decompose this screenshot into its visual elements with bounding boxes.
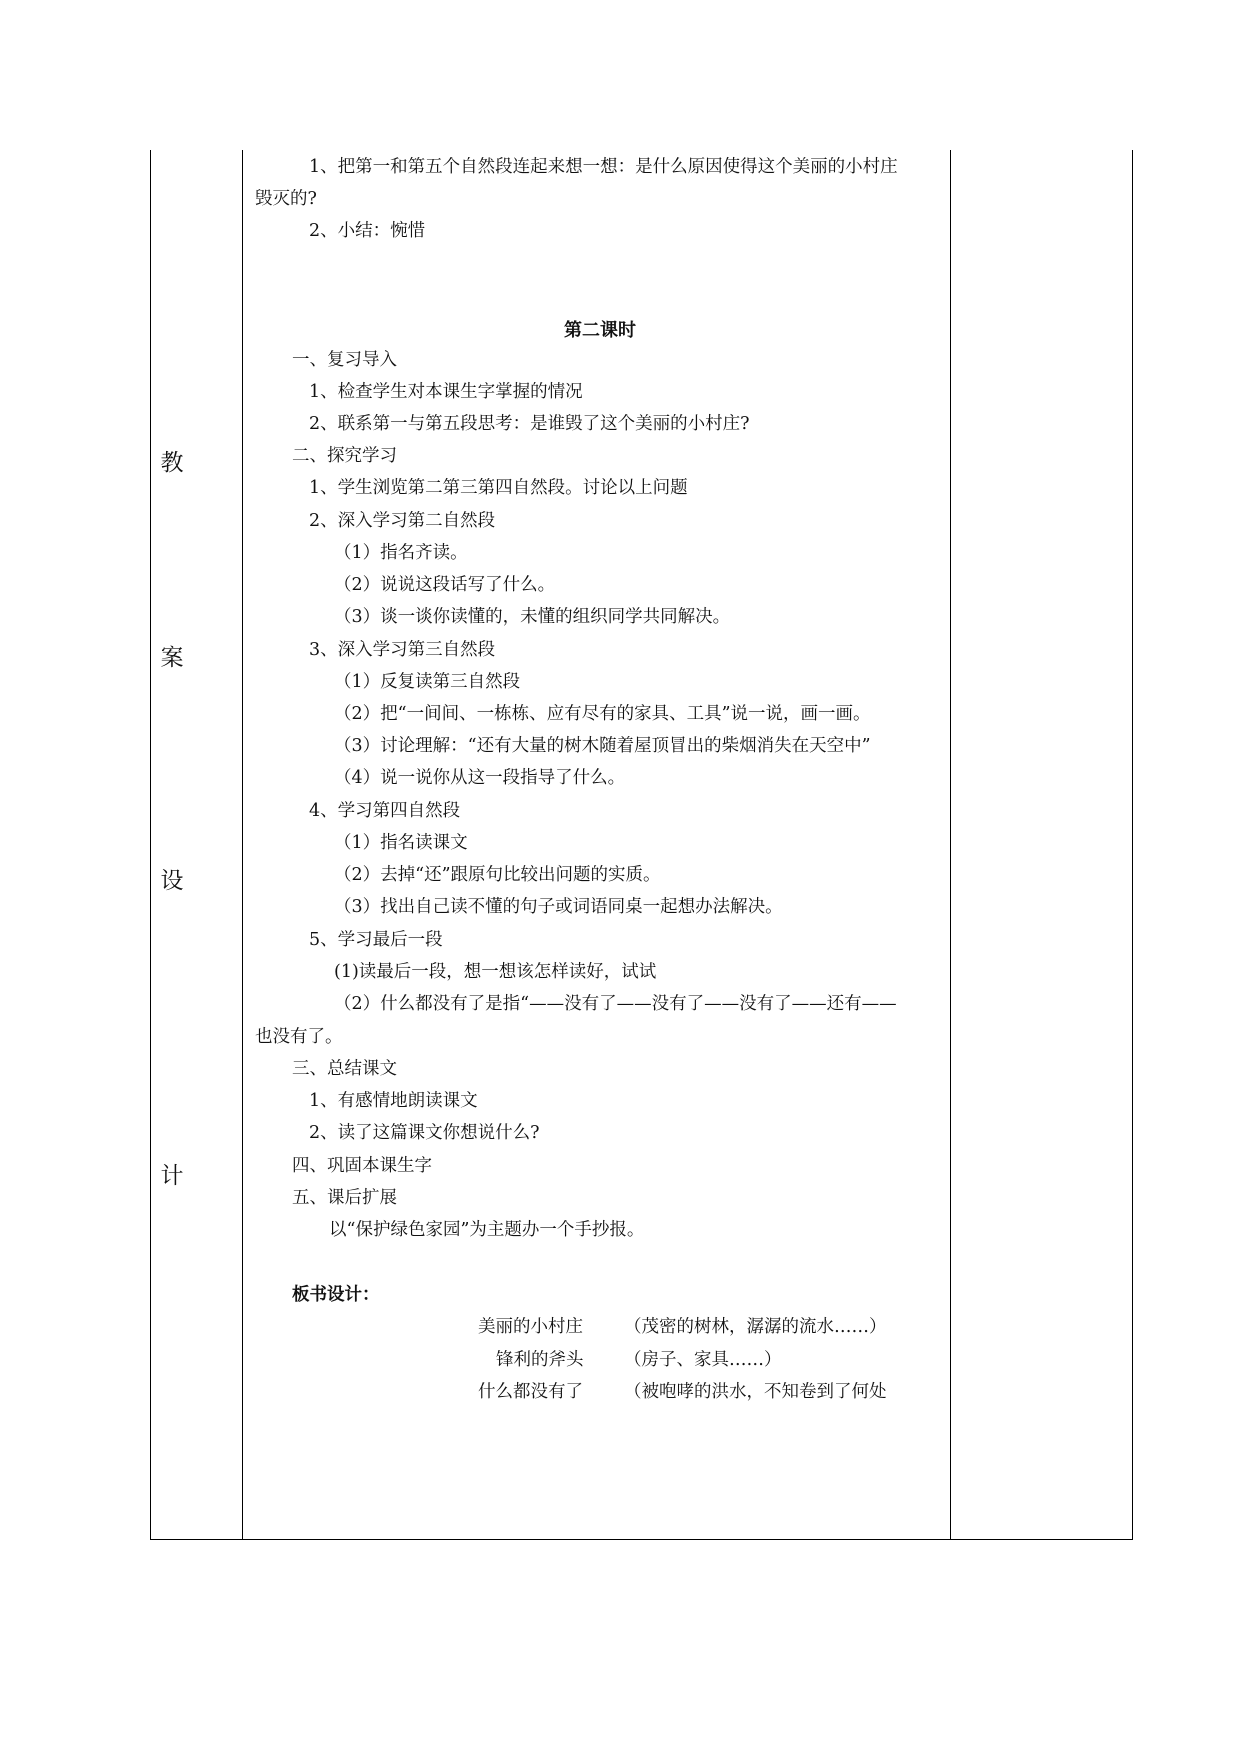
text-line: 二、探究学习 — [292, 446, 397, 466]
text-line: 2、深入学习第二自然段 — [309, 511, 496, 531]
text-line: 以“保护绿色家园”为主题办一个手抄报。 — [329, 1220, 645, 1240]
text-line: （3）找出自己读不懂的句子或词语同桌一起想办法解决。 — [334, 897, 783, 917]
board-row-right: （被咆哮的洪水，不知卷到了何处 — [624, 1382, 887, 1402]
text-line: 1、有感情地朗读课文 — [309, 1091, 478, 1111]
side-label-char: 计 — [160, 1163, 184, 1189]
text-line: （1）反复读第三自然段 — [334, 672, 521, 692]
board-row-right: （房子、家具……） — [624, 1350, 782, 1370]
board-row-left: 什么都没有了 — [478, 1382, 583, 1402]
text-line: （2）什么都没有了是指“——没有了——没有了——没有了——还有—— — [334, 994, 897, 1014]
text-line: （4）说一说你从这一段指导了什么。 — [334, 768, 626, 788]
text-line: 也没有了。 — [255, 1027, 343, 1047]
text-line: （3）谈一谈你读懂的，未懂的组织同学共同解决。 — [334, 607, 731, 627]
section-title: 第二课时 — [564, 320, 636, 341]
table-border-left — [150, 150, 151, 1540]
text-line: 1、把第一和第五个自然段连起来想一想：是什么原因使得这个美丽的小村庄 — [309, 157, 898, 177]
text-line: （2）把“一间间、一栋栋、应有尽有的家具、工具”说一说，画一画。 — [334, 704, 871, 724]
table-divider-2 — [950, 150, 951, 1540]
text-line: 3、深入学习第三自然段 — [309, 640, 496, 660]
table-border-bottom — [150, 1539, 1133, 1540]
text-line: （2）去掉“还”跟原句比较出问题的实质。 — [334, 865, 661, 885]
side-label-char: 设 — [160, 868, 184, 894]
text-line: 2、读了这篇课文你想说什么? — [309, 1123, 540, 1143]
text-line: 2、联系第一与第五段思考：是谁毁了这个美丽的小村庄? — [309, 414, 750, 434]
text-line: 4、学习第四自然段 — [309, 801, 461, 821]
board-row-left: 锋利的斧头 — [496, 1350, 584, 1370]
board-row-left: 美丽的小村庄 — [478, 1317, 583, 1337]
text-line: 5、学习最后一段 — [309, 930, 443, 950]
side-label-char: 案 — [160, 645, 184, 671]
text-line: 三、总结课文 — [292, 1059, 397, 1079]
text-line: 毁灭的? — [255, 189, 317, 209]
text-line: （2）说说这段话写了什么。 — [334, 575, 556, 595]
text-line: 1、学生浏览第二第三第四自然段。讨论以上问题 — [309, 478, 688, 498]
text-line: 1、检查学生对本课生字掌握的情况 — [309, 382, 583, 402]
text-line: （1）指名读课文 — [334, 833, 468, 853]
text-line: （1）指名齐读。 — [334, 543, 468, 563]
text-line: 四、巩固本课生字 — [292, 1156, 432, 1176]
text-line: 五、课后扩展 — [292, 1188, 397, 1208]
text-line: (1)读最后一段，想一想该怎样读好，试试 — [334, 962, 657, 982]
board-design-label: 板书设计： — [292, 1285, 380, 1305]
side-label-char: 教 — [160, 450, 184, 476]
board-row-right: （茂密的树林，潺潺的流水……） — [624, 1317, 887, 1337]
text-line: （3）讨论理解：“还有大量的树木随着屋顶冒出的柴烟消失在天空中” — [334, 736, 871, 756]
table-divider-1 — [242, 150, 243, 1540]
table-border-right — [1132, 150, 1133, 1540]
text-line: 2、小结：惋惜 — [309, 221, 426, 241]
text-line: 一、复习导入 — [292, 350, 397, 370]
